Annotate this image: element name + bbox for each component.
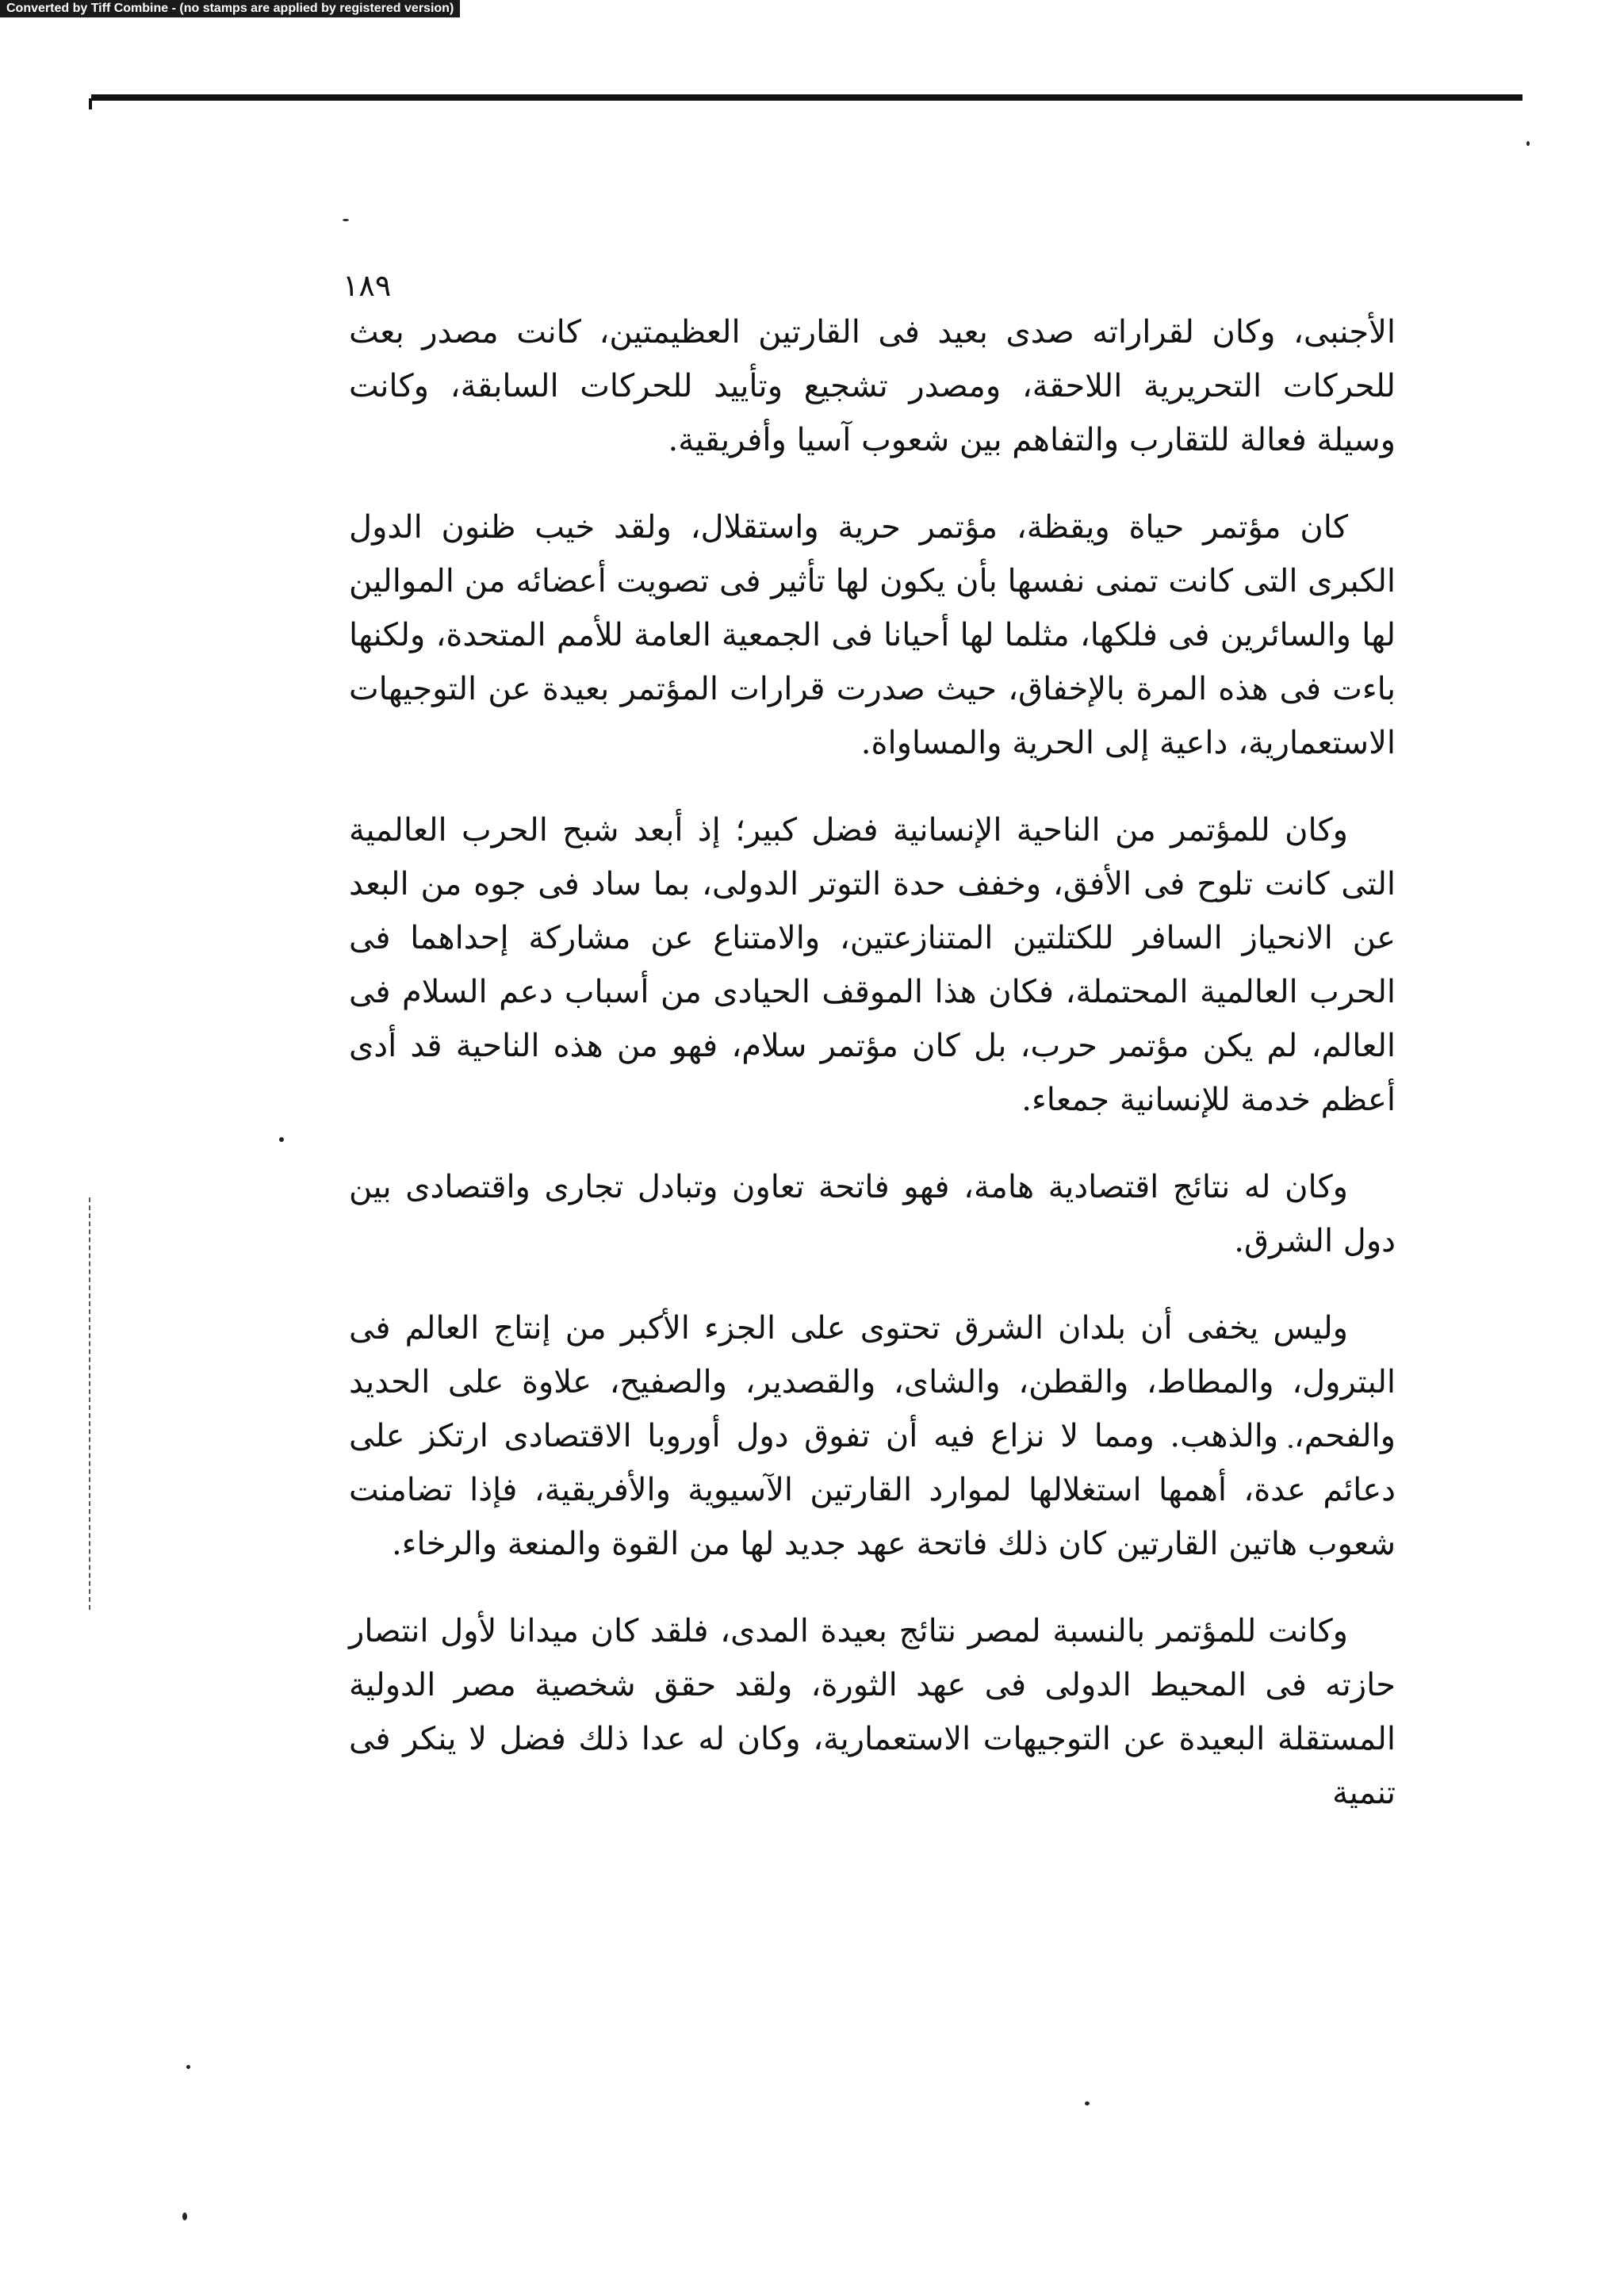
scan-speck bbox=[343, 219, 349, 221]
paragraph: وليس يخفى أن بلدان الشرق تحتوى على الجزء الأكبر من إنتاج العالم فى البترول، والمطاط، والقطن، والشاى، والقصدير، والصفيح، علاوة على الحديد والفحم، والذهب. ومما لا نزاع فيه أن تفوق دول أوروبا الاقتصادى ارتكز على دعائم عدة، أهمها استغلالها لموارد القارتين الآسيوية والأفريقية، فإذا تضامنت شعوب هاتين القارتين كان ذلك فاتحة عهد جديد لها من القوة والمنعة والرخاء. bbox=[349, 1310, 1396, 1562]
scan-speck bbox=[1526, 141, 1530, 146]
scan-speck bbox=[279, 1137, 284, 1142]
paragraph: وكان للمؤتمر من الناحية الإنسانية فضل كبير؛ إذ أبعد شبح الحرب العالمية التى كانت تلوح فى الأفق، وخفف حدة التوتر الدولى، بما ساد فى جوه من البعد عن الانحياز السافر للكتلتين المتنازعتين، والامتناع عن مشاركة إحداهما فى الحرب العالمية المحتملة، فكان هذا الموقف الحيادى من أسباب دعم السلام فى العالم، لم يكن مؤتمر حرب، بل كان مؤتمر سلام، فهو من هذه الناحية قد أدى أعظم خدمة للإنسانية جمعاء. bbox=[349, 812, 1396, 1118]
paragraph: وكان له نتائج اقتصادية هامة، فهو فاتحة تعاون وتبادل تجارى واقتصادى بين دول الشرق. bbox=[349, 1169, 1396, 1259]
scan-speck bbox=[186, 2065, 190, 2069]
body-text bbox=[349, 305, 1396, 1853]
scan-margin-line bbox=[89, 1197, 92, 1610]
paragraph: وكانت للمؤتمر بالنسبة لمصر نتائج بعيدة المدى، فلقد كان ميدانا لأول انتصار حازته فى المحيط الدولى فى عهد الثورة، ولقد حقق شخصية مصر الدولية المستقلة البعيدة عن التوجيهات الاستعمارية، وكان له عدا ذلك فضل لا ينكر فى تنمية bbox=[349, 1613, 1396, 1811]
top-rule-tick bbox=[89, 98, 92, 109]
paragraph: كان مؤتمر حياة ويقظة، مؤتمر حرية واستقلال، ولقد خيب ظنون الدول الكبرى التى كانت تمنى نفسها بأن يكون لها تأثير فى تصويت أعضائه من الموالين لها والسائرين فى فلكها، مثلما لها أحيانا فى الجمعية العامة للأمم المتحدة، ولكنها باءت فى هذه المرة بالإخفاق، حيث صدرت قرارات المؤتمر بعيدة عن التوجيهات الاستعمارية، داعية إلى الحرية والمساواة. bbox=[349, 509, 1396, 761]
scan-speck bbox=[1085, 2101, 1090, 2105]
converter-banner: Converted by Tiff Combine - (no stamps are applied by registered version) bbox=[0, 0, 460, 17]
top-rule bbox=[91, 94, 1522, 101]
scan-speck bbox=[182, 2212, 187, 2220]
paragraph: الأجنبى، وكان لقراراته صدى بعيد فى القارتين العظيمتين، كانت مصدر بعث للحركات التحريرية اللاحقة، ومصدر تشجيع وتأييد للحركات السابقة، وكانت وسيلة فعالة للتقارب والتفاهم بين شعوب آسيا وأفريقية. bbox=[349, 314, 1396, 458]
page-number: ١٨٩ bbox=[343, 268, 392, 303]
